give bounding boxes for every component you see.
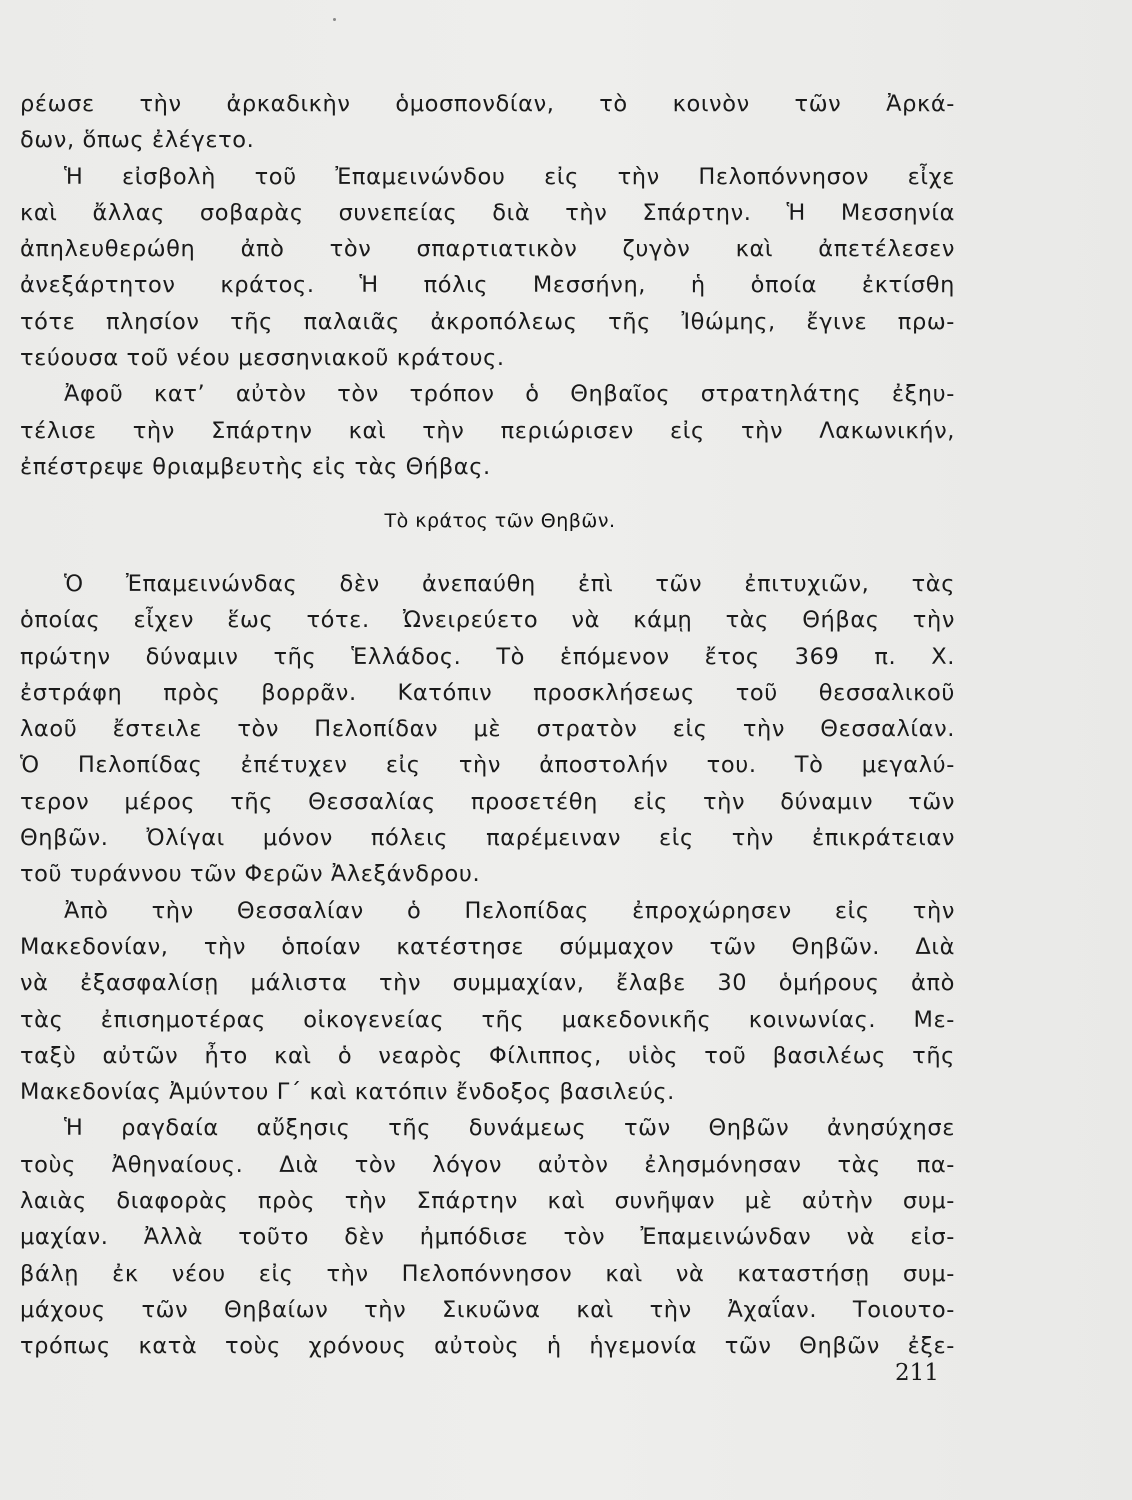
text-line: λαοῦ ἔστειλε τὸν Πελοπίδαν μὲ στρατὸν εἰς τὴν Θεσσαλίαν. [20, 716, 955, 743]
text-line: τοῦ τυράννου τῶν Φερῶν Ἀλεξάνδρου. [20, 861, 481, 888]
text-line: Θηβῶν. Ὀλίγαι μόνον πόλεις παρέμειναν εἰς τὴν ἐπικράτειαν [20, 825, 955, 852]
text-line: Ὁ Ἐπαμεινώνδας δὲν ἀνεπαύθη ἐπὶ τῶν ἐπιτυχιῶν, τὰς [64, 571, 955, 597]
text-line: ἐστράφη πρὸς βορρᾶν. Κατόπιν προσκλήσεως τοῦ θεσσαλικοῦ [20, 679, 955, 706]
text-line: νὰ ἐξασφαλίσῃ μάλιστα τὴν συμμαχίαν, ἔλαβε 30 ὁμήρους ἀπὸ [20, 970, 955, 997]
text-line: Μακεδονίας Ἀμύντου Γ΄ καὶ κατόπιν ἔνδοξος βασιλεύς. [20, 1079, 675, 1106]
text-line: ταξὺ αὐτῶν ἦτο καὶ ὁ νεαρὸς Φίλιππος, υἱὸς τοῦ βασιλέως τῆς [20, 1042, 955, 1069]
text-line: τέλισε τὴν Σπάρτην καὶ τὴν περιώρισεν εἰς τὴν Λακωνικήν, [20, 417, 955, 444]
text-line: βάλῃ ἐκ νέου εἰς τὴν Πελοπόννησον καὶ νὰ καταστήσῃ συμ- [20, 1260, 955, 1287]
text-line: Ἡ ραγδαία αὔξησις τῆς δυνάμεως τῶν Θηβῶν ἀνησύχησε [64, 1115, 955, 1142]
text-line: τρόπως κατὰ τοὺς χρόνους αὐτοὺς ἡ ἡγεμονία τῶν Θηβῶν ἐξε- [20, 1333, 955, 1360]
text-line: τερον μέρος τῆς Θεσσαλίας προσετέθη εἰς τὴν δύναμιν τῶν [20, 788, 955, 815]
section-heading: Τὸ κράτος τῶν Θηβῶν. [384, 510, 616, 532]
text-line: Ἀπὸ τὴν Θεσσαλίαν ὁ Πελοπίδας ἐπροχώρησεν εἰς τὴν [64, 897, 955, 924]
text-line: Ἡ εἰσβολὴ τοῦ Ἐπαμεινώνδου εἰς τὴν Πελοπόννησον εἶχε [64, 163, 955, 190]
text-line: τοὺς Ἀθηναίους. Διὰ τὸν λόγον αὐτὸν ἐλησμόνησαν τὰς πα- [20, 1151, 955, 1178]
text-line: τεύουσα τοῦ νέου μεσσηνιακοῦ κράτους. [20, 345, 505, 372]
text-block-2 [20, 566, 955, 1365]
text-line: ἐπέστρεψε θριαμβευτὴς εἰς τὰς Θήβας. [20, 453, 491, 480]
text-line: ρέωσε τὴν ἀρκαδικὴν ὁμοσπονδίαν, τὸ κοινὸν τῶν Ἀρκά- [20, 91, 955, 117]
text-line: ὁποίας εἶχεν ἕως τότε. Ὠνειρεύετο νὰ κάμῃ τὰς Θήβας τὴν [20, 607, 955, 634]
text-line: Μακεδονίαν, τὴν ὁποίαν κατέστησε σύμμαχον τῶν Θηβῶν. Διὰ [20, 933, 955, 960]
text-line: Ὁ Πελοπίδας ἐπέτυχεν εἰς τὴν ἀποστολήν του. Τὸ μεγαλύ- [20, 752, 955, 779]
text-line: πρώτην δύναμιν τῆς Ἑλλάδος. Τὸ ἑπόμενον ἔτος 369 π. Χ. [20, 643, 955, 670]
paper-speck [333, 18, 336, 21]
text-line: δων, ὅπως ἐλέγετο. [20, 127, 255, 154]
text-block-1 [20, 86, 955, 485]
text-line: λαιὰς διαφορὰς πρὸς τὴν Σπάρτην καὶ συνῆψαν μὲ αὐτὴν συμ- [20, 1188, 955, 1215]
text-line: τότε πλησίον τῆς παλαιᾶς ἀκροπόλεως τῆς Ἰθώμης, ἔγινε πρω- [20, 308, 955, 335]
text-line: καὶ ἄλλας σοβαρὰς συνεπείας διὰ τὴν Σπάρτην. Ἡ Μεσσηνία [20, 199, 955, 226]
text-line: τὰς ἐπισημοτέρας οἰκογενείας τῆς μακεδονικῆς κοινωνίας. Με- [20, 1006, 955, 1033]
text-line: μαχίαν. Ἀλλὰ τοῦτο δὲν ἠμπόδισε τὸν Ἐπαμεινώνδαν νὰ εἰσ- [20, 1224, 955, 1251]
page-number: 211 [895, 1360, 939, 1386]
text-line: μάχους τῶν Θηβαίων τὴν Σικυῶνα καὶ τὴν Ἀχαΐαν. Τοιουτο- [20, 1296, 955, 1323]
text-line: Ἀφοῦ κατ’ αὐτὸν τὸν τρόπον ὁ Θηβαῖος στρατηλάτης ἐξηυ- [64, 381, 955, 408]
text-line: ἀπηλευθερώθη ἀπὸ τὸν σπαρτιατικὸν ζυγὸν καὶ ἀπετέλεσεν [20, 236, 955, 263]
text-line: ἀνεξάρτητον κράτος. Ἡ πόλις Μεσσήνη, ἡ ὁποία ἐκτίσθη [20, 272, 955, 299]
